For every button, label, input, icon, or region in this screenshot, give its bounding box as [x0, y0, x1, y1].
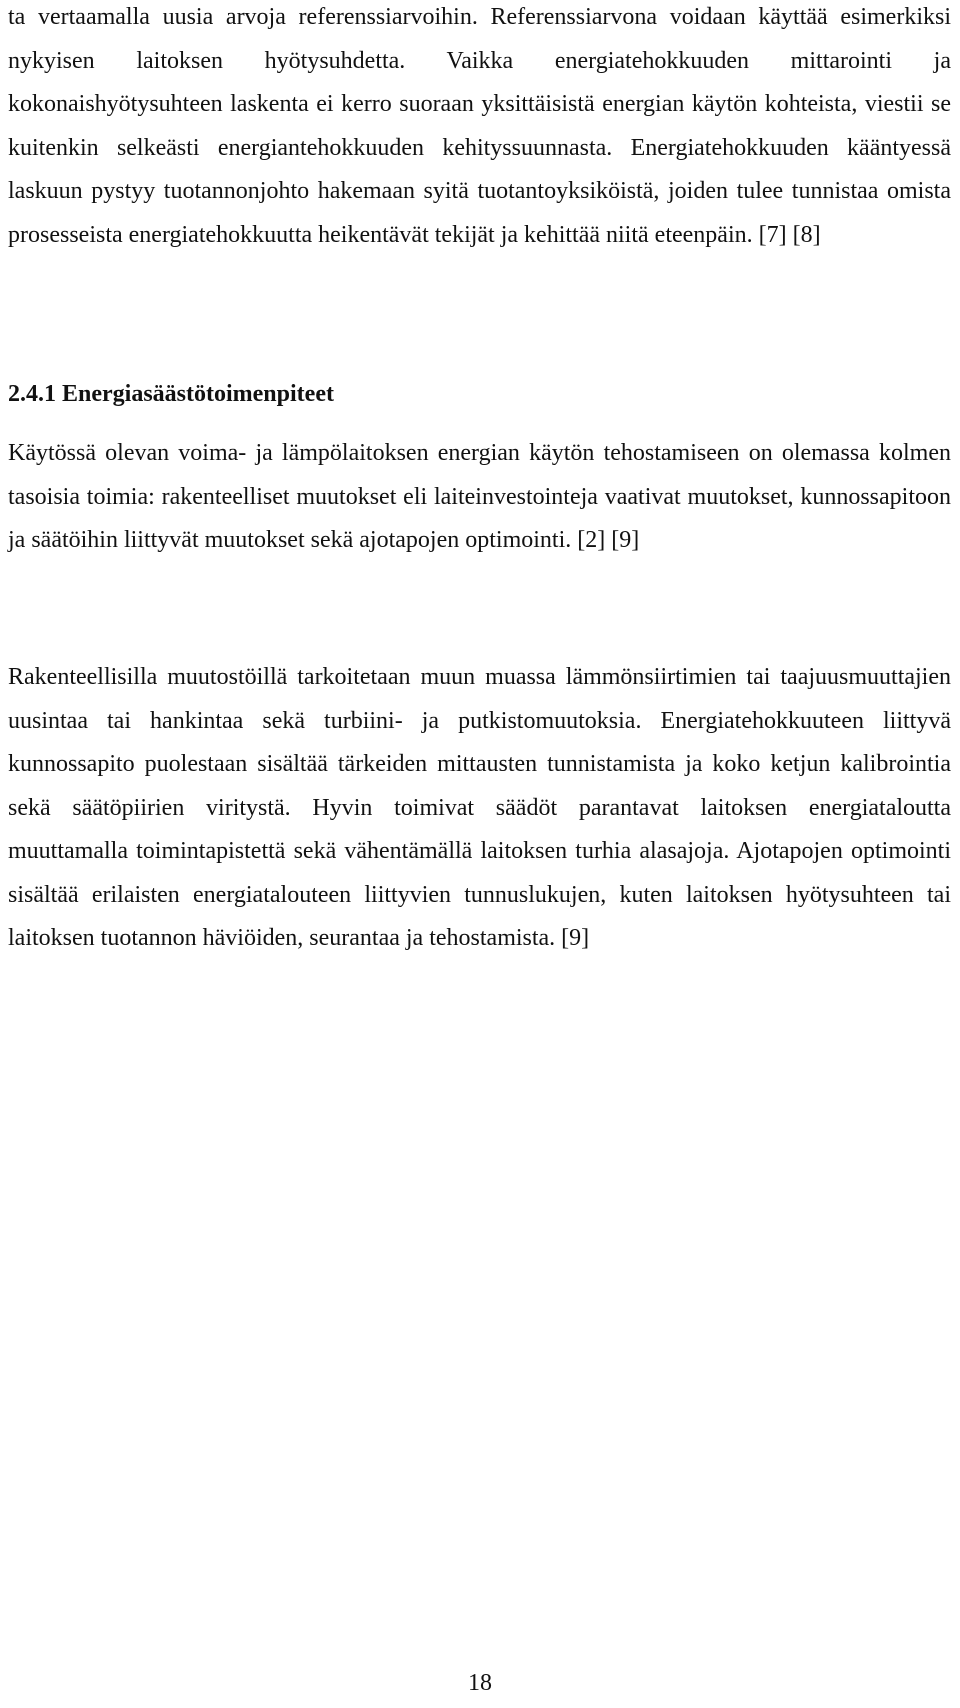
body-paragraph-measures: Käytössä olevan voima- ja lämpölaitoksen energian käytön tehostamiseen on olemassa kolmen tasoisia toimia: rakenteelliset muutokset eli laiteinvestointeja vaativat muutokset, kunnossapitoon ja säätöihin liittyvät muutokset sekä ajotapojen optimointi. [2] [9]	[8, 440, 951, 553]
page-number: 18	[468, 1670, 492, 1696]
body-paragraph-intro: ta vertaamalla uusia arvoja referenssiarvoihin. Referenssiarvona voidaan käyttää esimerkiksi nykyisen laitoksen hyötysuhdetta. Vaikka energiatehokkuuden mittarointi ja kokonaishyötysuhteen laskenta ei kerro suoraan yksittäisistä energian käytön kohteista, viestii se kuitenkin selkeästi energiantehokkuuden kehityssuunnasta. Energiatehokkuuden kääntyessä laskuun pystyy tuotannonjohto hakemaan syitä tuotantoyksiköistä, joiden tulee tunnistaa omista prosesseista energiatehokkuutta heikentävät tekijät ja kehittää niitä eteenpäin. [7] [8]	[8, 4, 951, 248]
body-paragraph-structural-changes: Rakenteellisilla muutostöillä tarkoitetaan muun muassa lämmönsiirtimien tai taajuusmuuttajien uusintaa tai hankintaa sekä turbiini- ja putkistomuutoksia. Energiatehokkuuteen liittyvä kunnossapito puolestaan sisältää tärkeiden mittausten tunnistamista ja koko ketjun kalibrointia sekä säätöpiirien viritystä. Hyvin toimivat säädöt parantavat laitoksen energiataloutta muuttamalla toimintapistettä sekä vähentämällä laitoksen turhia alasajoja. Ajotapojen optimointi sisältää erilaisten energiatalouteen liittyvien tunnuslukujen, kuten laitoksen hyötysuhteen tai laitoksen tuotannon häviöiden, seurantaa ja tehostamista. [9]	[8, 664, 951, 951]
section-heading: 2.4.1 Energiasäästötoimenpiteet	[8, 381, 334, 407]
